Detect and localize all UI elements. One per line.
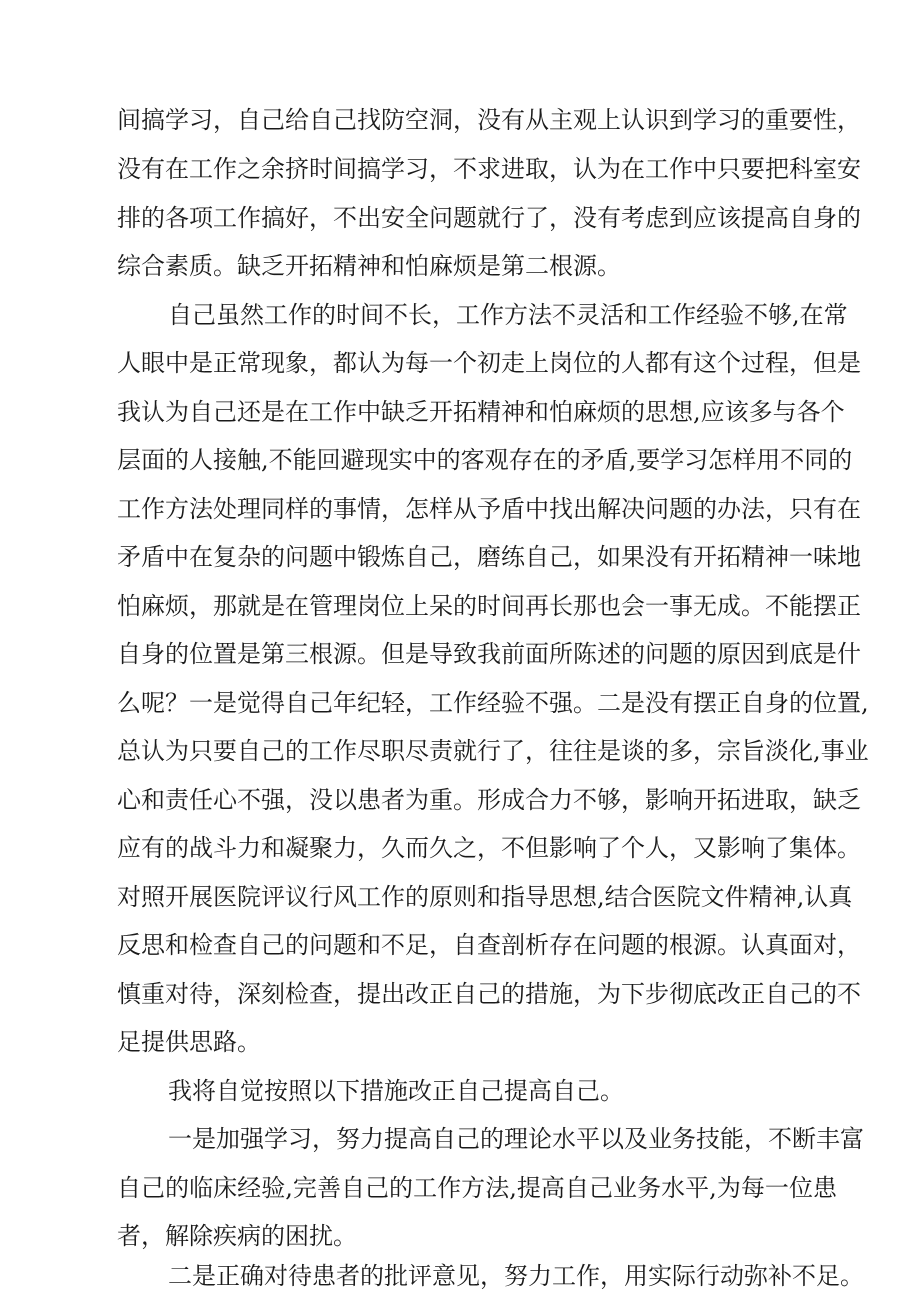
text-line: 应有的战斗力和凝聚力，久而久之，不但影响了个人，又影响了集体。 (117, 834, 861, 862)
text-line: 自己的临床经验,完善自己的工作方法,提高自己业务水平,为每一位患 (117, 1174, 837, 1202)
text-line: 反思和检查自己的问题和不足，自查剖析存在问题的根源。认真面对， (117, 931, 861, 959)
text-line: 对照开展医院评议行风工作的原则和指导思想,结合医院文件精神,认真 (117, 883, 853, 911)
paragraph-first-line: 一是加强学习，努力提高自己的理论水平以及业务技能，不断丰富 (168, 1125, 864, 1153)
text-line: 我认为自己还是在工作中缺乏开拓精神和怕麻烦的思想,应该多与各个 (117, 398, 845, 426)
text-line: 综合素质。缺乏开拓精神和怕麻烦是第二根源。 (117, 252, 621, 280)
paragraph-first-line: 二是正确对待患者的批评意见，努力工作，用实际行动弥补不足。 (168, 1262, 864, 1290)
text-line: 者，解除疾病的困扰。 (117, 1222, 357, 1250)
paragraph-first-line: 我将自觉按照以下措施改正自己提高自己。 (168, 1077, 624, 1105)
text-line: 排的各项工作搞好，不出安全问题就行了，没有考虑到应该提高自身的 (117, 204, 861, 232)
text-line: 么呢？一是觉得自己年纪轻，工作经验不强。二是没有摆正自身的位置, (117, 689, 869, 717)
text-line: 工作方法处理同样的事情，怎样从予盾中找出解决问题的办法，只有在 (117, 495, 861, 523)
text-line: 足提供思路。 (117, 1028, 261, 1056)
text-line: 怕麻烦，那就是在管理岗位上呆的时间再长那也会一事无成。不能摆正 (117, 592, 861, 620)
text-line: 人眼中是正常现象，都认为每一个初走上岗位的人都有这个过程，但是 (117, 349, 861, 377)
text-line: 心和责任心不强，没以患者为重。形成合力不够，影响开拓进取，缺乏 (117, 786, 861, 814)
text-line: 自身的位置是第三根源。但是导致我前面所陈述的问题的原因到底是什 (117, 640, 861, 668)
paragraph-first-line: 自己虽然工作的时间不长，工作方法不灵活和工作经验不够,在常 (168, 301, 848, 329)
text-line: 没有在工作之余挤时间搞学习，不求进取，认为在工作中只要把科室安 (117, 155, 861, 183)
text-line: 总认为只要自己的工作尽职尽责就行了，往往是谈的多，宗旨淡化,事业 (117, 737, 869, 765)
text-line: 慎重对待，深刻检查，提出改正自己的措施，为下步彻底改正自己的不 (117, 980, 861, 1008)
text-line: 层面的人接触,不能回避现实中的客观存在的矛盾,要学习怎样用不同的 (117, 446, 853, 474)
text-line: 间搞学习，自己给自己找防空洞，没有从主观上认识到学习的重要性， (117, 106, 861, 134)
text-line: 矛盾中在复杂的问题中锻炼自己，磨练自己，如果没有开拓精神一味地 (117, 543, 861, 571)
